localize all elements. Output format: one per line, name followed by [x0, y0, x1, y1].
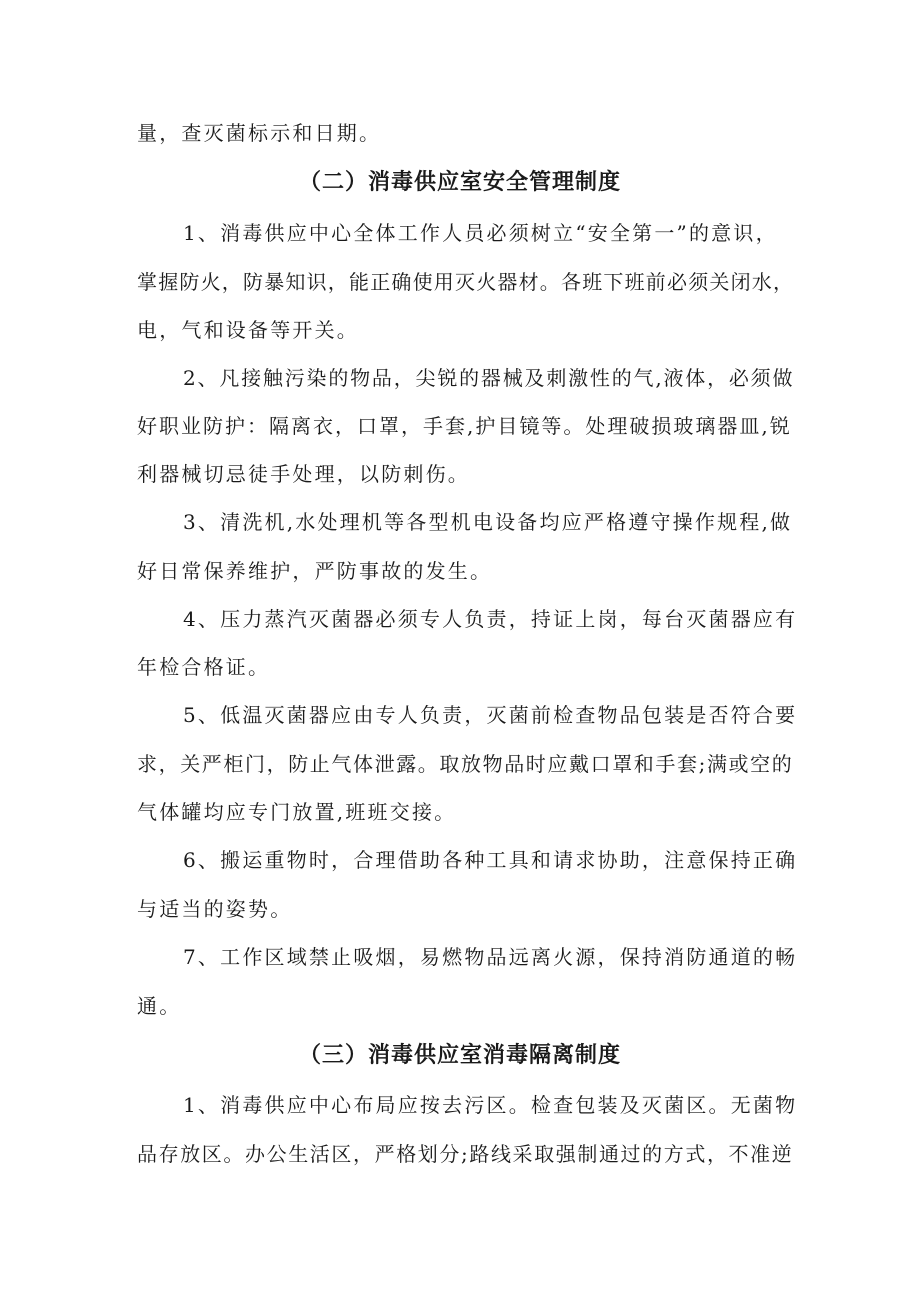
s2-item-2-line-1: 2、凡接触污染的物品，尖锐的器械及刺激性的气,液体，必须做 [183, 366, 795, 390]
s2-item-7-line-2: 通。 [137, 994, 182, 1018]
s2-item-2-line-3: 利器械切忌徒手处理，以防刺伤。 [137, 462, 470, 486]
s2-item-3-line-1: 3、清洗机,水处理机等各型机电设备均应严格遵守操作规程,做 [183, 510, 793, 534]
s2-item-5-line-1: 5、低温灭菌器应由专人负责，灭菌前检查物品包装是否符合要 [183, 703, 798, 727]
s2-item-5-line-2: 求，关严柜门，防止气体泄露。取放物品时应戴口罩和手套;满或空的 [137, 752, 794, 776]
section-2-heading: （二）消毒供应室安全管理制度 [298, 170, 621, 195]
s2-item-4-line-2: 年检合格证。 [137, 655, 271, 679]
intro-line: 量，查灭菌标示和日期。 [137, 121, 382, 145]
s3-item-1-line-2: 品存放区。办公生活区，严格划分;路线采取强制通过的方式，不准逆 [137, 1142, 794, 1166]
s2-item-1-line-3: 电，气和设备等开关。 [137, 318, 359, 342]
s2-item-3-line-2: 好日常保养维护，严防事故的发生。 [137, 559, 493, 583]
s2-item-2-line-2: 好职业防护：隔离衣，口罩，手套,护目镜等。处理破损玻璃器皿,锐 [137, 414, 792, 438]
s2-item-1-line-1: 1、消毒供应中心全体工作人员必须树立“安全第一”的意识， [183, 221, 778, 245]
section-3-heading: （三）消毒供应室消毒隔离制度 [298, 1043, 621, 1068]
s2-item-5-line-3: 气体罐均应专门放置,班班交接。 [137, 800, 457, 824]
s2-item-4-line-1: 4、压力蒸汽灭菌器必须专人负责，持证上岗，每台灭菌器应有 [183, 607, 798, 631]
s3-item-1-line-1: 1、消毒供应中心布局应按去污区。检查包装及灭菌区。无菌物 [183, 1093, 798, 1117]
s2-item-6-line-2: 与适当的姿势。 [137, 897, 293, 921]
s2-item-1-line-2: 掌握防火，防暴知识，能正确使用灭火器材。各班下班前必须关闭水， [137, 270, 795, 294]
s2-item-6-line-1: 6、搬运重物时，合理借助各种工具和请求协助，注意保持正确 [183, 848, 798, 872]
s2-item-7-line-1: 7、工作区域禁止吸烟，易燃物品远离火源，保持消防通道的畅 [183, 945, 798, 969]
